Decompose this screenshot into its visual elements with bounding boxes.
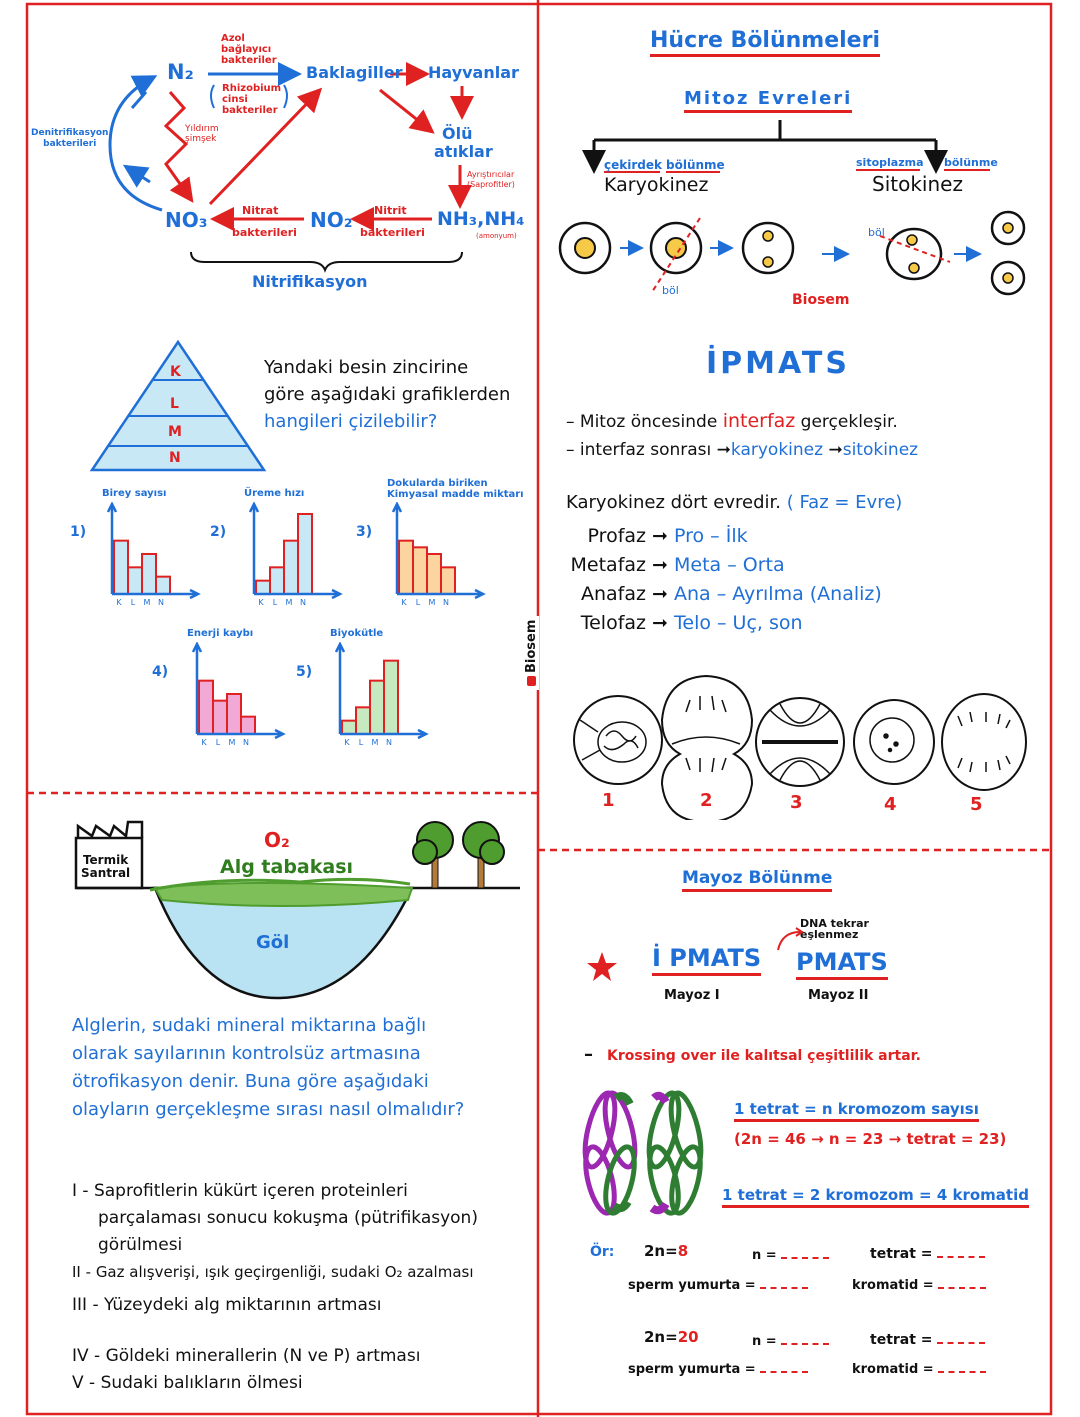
tetrat-line1: 1 tetrat = n kromozom sayısı bbox=[734, 1100, 979, 1122]
ex1-kromatid: kromatid = bbox=[852, 1278, 986, 1293]
ex2-2n: 2n=20 bbox=[644, 1328, 699, 1346]
tetrat-line3: 1 tetrat = 2 kromozom = 4 kromatid bbox=[722, 1186, 1029, 1208]
mitoz-title: Mitoz Evreleri bbox=[684, 88, 852, 113]
graph-4-tick-2: L bbox=[215, 738, 221, 747]
gol-label: Göl bbox=[256, 932, 290, 953]
bol1-label: böl bbox=[662, 284, 679, 297]
denitri-label: Denitrifikasyon bakterileri bbox=[31, 128, 109, 149]
graph-4-number: 4) bbox=[152, 664, 169, 680]
graph-2-tick-4: N bbox=[300, 598, 306, 607]
graph-2-number: 2) bbox=[210, 524, 227, 540]
ex1-sperm: sperm yumurta = bbox=[628, 1278, 808, 1293]
nitrat-bakteri-label: bakterileri bbox=[232, 226, 297, 239]
graph-4-tick-3: M bbox=[228, 738, 236, 747]
mayoz1-pmats: İ PMATS bbox=[652, 944, 761, 976]
graph-1-tick-3: M bbox=[143, 598, 151, 607]
cell-num-3: 3 bbox=[790, 792, 803, 813]
alg-label: Alg tabakası bbox=[220, 856, 354, 878]
ex1-2n: 2n=8 bbox=[644, 1242, 689, 1260]
cell-num-5: 5 bbox=[970, 794, 983, 815]
graph-2-tick-2: L bbox=[272, 598, 278, 607]
amonyum-label: (amonyum) bbox=[476, 232, 517, 240]
dna-note: DNA tekrar eşlenmez bbox=[800, 917, 869, 941]
sitoplazma-label: sitoplazma bbox=[856, 156, 924, 169]
tetrat-line2: (2n = 46 → n = 23 → tetrat = 23) bbox=[734, 1130, 1007, 1148]
phase-telofaz: Telofaz ➞ Telo – Uç, son bbox=[580, 612, 803, 634]
mayoz2-pmats: PMATS bbox=[796, 948, 888, 980]
phase-profaz: Profaz ➞ Pro – İlk bbox=[587, 525, 748, 547]
example-label: Ör: bbox=[590, 1244, 615, 1260]
termik-santral-label: Termik Santral bbox=[81, 853, 131, 880]
graph-5-number: 5) bbox=[296, 664, 313, 680]
graph-5-tick-1: K bbox=[344, 738, 350, 747]
graph-1-tick-1: K bbox=[116, 598, 122, 607]
ex2-n: n = bbox=[752, 1334, 829, 1349]
ayristirici-label: Ayrıştırıcılar (Saprofitler) bbox=[467, 170, 515, 189]
graph-1-tick-4: N bbox=[158, 598, 164, 607]
hayvanlar-label: Hayvanlar bbox=[428, 63, 519, 82]
graph-2-title: Üreme hızı bbox=[244, 488, 305, 499]
eutro-item-2: II - Gaz alışverişi, ışık geçirgenliği, sudaki O₂ azalması bbox=[72, 1263, 474, 1281]
cell-title: Hücre Bölünmeleri bbox=[650, 28, 880, 57]
graph-4-tick-4: N bbox=[243, 738, 249, 747]
mayoz2-label: Mayoz II bbox=[808, 988, 869, 1003]
pyramid-level-l: L bbox=[170, 396, 179, 412]
side-biosem-label: Biosem bbox=[524, 616, 539, 690]
graph-4-tick-1: K bbox=[201, 738, 207, 747]
eutro-item-3: III - Yüzeydeki alg miktarının artması bbox=[72, 1295, 382, 1315]
bol2-label: böl bbox=[868, 226, 885, 239]
ex2-kromatid: kromatid = bbox=[852, 1362, 986, 1377]
nitrifikasyon-label: Nitrifikasyon bbox=[252, 272, 368, 291]
graph-3-tick-1: K bbox=[401, 598, 407, 607]
bolunme1-label: bölünme bbox=[666, 158, 725, 172]
karyokinez-label: Karyokinez bbox=[604, 174, 709, 196]
graph-3-tick-2: L bbox=[415, 598, 421, 607]
sitokinez-label: Sitokinez bbox=[872, 172, 963, 196]
graph-2-tick-3: M bbox=[285, 598, 293, 607]
cell-num-1: 1 bbox=[602, 790, 615, 811]
eutro-item-1-line2: parçalaması sonucu kokuşma (pütrifikasyon) bbox=[98, 1208, 478, 1228]
eutro-item-4: IV - Göldeki minerallerin (N ve P) artması bbox=[72, 1346, 421, 1366]
graph-5-tick-4: N bbox=[386, 738, 392, 747]
nitrit-label: Nitrit bbox=[374, 204, 407, 217]
ex1-tetrat: tetrat = bbox=[870, 1246, 985, 1262]
bolunme2-label: bölünme bbox=[944, 156, 998, 169]
ex2-tetrat: tetrat = bbox=[870, 1332, 985, 1348]
pyramid-level-m: M bbox=[168, 424, 182, 440]
olu-label: Ölü bbox=[442, 124, 473, 143]
nitrat-label: Nitrat bbox=[242, 204, 279, 217]
graph-1-title: Birey sayısı bbox=[102, 488, 167, 499]
graph-5-title: Biyokütle bbox=[330, 628, 384, 639]
graph-1-number: 1) bbox=[70, 524, 87, 540]
graph-4-title: Enerji kaybı bbox=[187, 628, 254, 639]
ipmats-title: İPMATS bbox=[706, 346, 850, 381]
biosem-label: Biosem bbox=[792, 292, 850, 308]
cell-num-2: 2 bbox=[700, 790, 713, 811]
graph-3-tick-4: N bbox=[443, 598, 449, 607]
no2-label: NO₂ bbox=[310, 208, 353, 232]
nh-label: NH₃,NH₄ bbox=[437, 208, 525, 230]
eutro-item-1-line3: görülmesi bbox=[98, 1235, 183, 1255]
graph-2-tick-1: K bbox=[258, 598, 264, 607]
graph-1-tick-2: L bbox=[130, 598, 136, 607]
no3-label: NO₃ bbox=[165, 208, 208, 232]
graph-3-title: Dokularda biriken Kimyasal madde miktarı bbox=[387, 478, 524, 500]
atiklar-label: atıklar bbox=[434, 142, 493, 161]
baklagiller-label: Baklagiller bbox=[306, 63, 403, 82]
graph-5-tick-3: M bbox=[371, 738, 379, 747]
azol-label: Azol bağlayıcı bakteriler bbox=[221, 33, 277, 66]
cekirdek-label: çekirdek bbox=[604, 158, 662, 172]
karyokinez-evre-line: Karyokinez dört evredir. ( Faz = Evre) bbox=[566, 492, 903, 513]
mitoz-line1: – Mitoz öncesinde interfaz gerçekleşir. bbox=[566, 410, 898, 432]
eutro-item-1: I - Saprofitlerin kükürt içeren proteinleri bbox=[72, 1181, 408, 1201]
mayoz-title: Mayoz Bölünme bbox=[682, 868, 832, 892]
cell-num-4: 4 bbox=[884, 794, 897, 815]
ex1-n: n = bbox=[752, 1248, 829, 1263]
mayoz1-label: Mayoz I bbox=[664, 988, 720, 1003]
pyramid-question: Yandaki besin zincirine göre aşağıdaki grafiklerden hangileri çizilebilir? bbox=[264, 357, 511, 432]
o2-label: O₂ bbox=[264, 828, 290, 852]
pyramid-level-n: N bbox=[169, 450, 181, 466]
n2-label: N₂ bbox=[167, 60, 194, 84]
phase-anafaz: Anafaz ➞ Ana – Ayrılma (Analiz) bbox=[581, 583, 882, 605]
graph-3-number: 3) bbox=[356, 524, 373, 540]
eutro-item-5: V - Sudaki balıkların ölmesi bbox=[72, 1373, 303, 1393]
mitoz-line2: – interfaz sonrası ➞karyokinez ➞sitokinez bbox=[566, 440, 919, 460]
eutro-paragraph: Alglerin, sudaki mineral miktarına bağlı olarak sayılarının kontrolsüz artmasına ötrofikasyon denir. Buna göre aşağıdaki olayların gerçekleşme sırası nasıl olmalıdır? bbox=[72, 1015, 465, 1120]
ex2-sperm: sperm yumurta = bbox=[628, 1362, 808, 1377]
krossing-line: – Krossing over ile kalıtsal çeşitlilik artar. bbox=[584, 1044, 921, 1065]
phase-metafaz: Metafaz ➞ Meta – Orta bbox=[570, 554, 785, 576]
yildirim-label: Yıldırım şimşek bbox=[185, 124, 219, 144]
rhizobium-label: Rhizobium cinsi bakteriler bbox=[222, 83, 282, 116]
graph-3-tick-3: M bbox=[428, 598, 436, 607]
pyramid-level-k: K bbox=[170, 364, 181, 380]
nitrit-bakteri-label: bakterileri bbox=[360, 226, 425, 239]
graph-5-tick-2: L bbox=[358, 738, 364, 747]
